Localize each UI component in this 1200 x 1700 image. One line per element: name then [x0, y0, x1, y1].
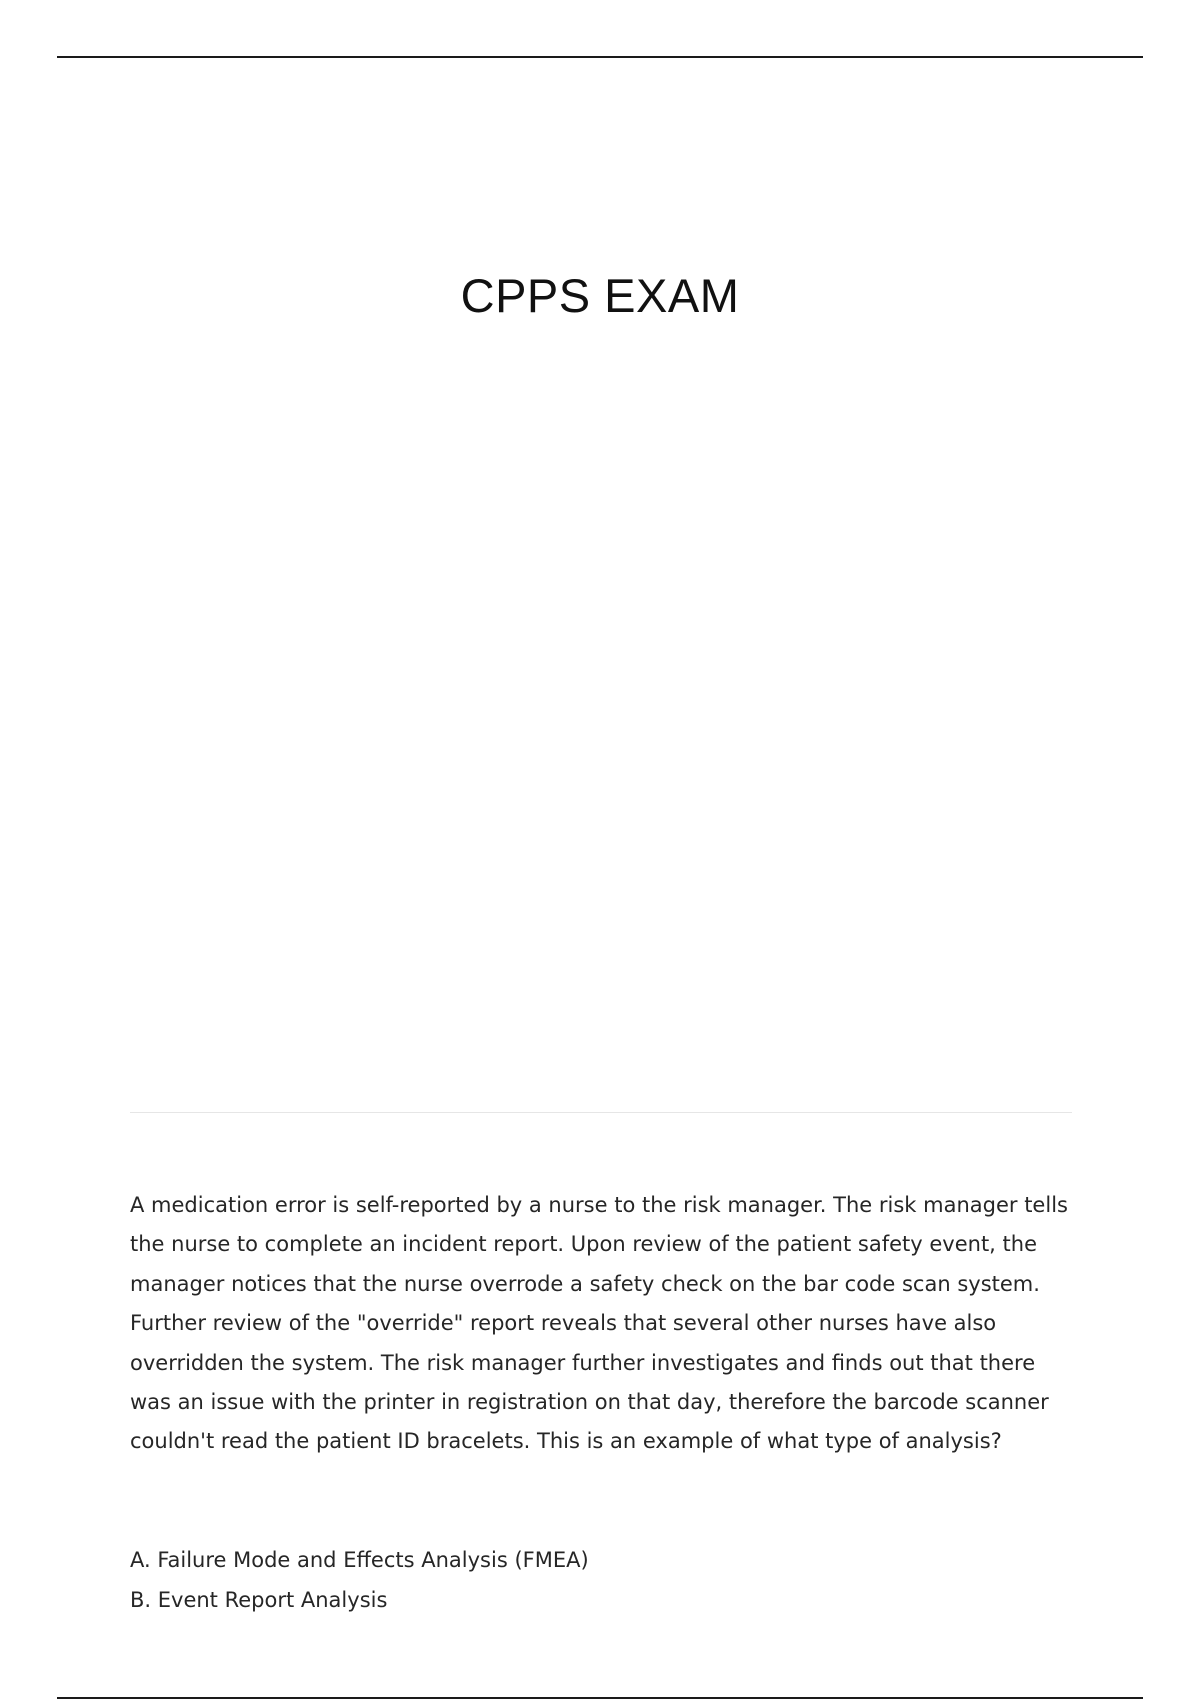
question-text: A medication error is self-reported by a nurse to the risk manager. The risk manager tells the nurse to complete an incident report. Upon review of the patient safety event, the manager notices that the nurse overrode a safety check on the bar code scan system. Further review of the "override" report reveals that several other nurses have also overridden the system. The risk manager further investigates and finds out that there was an issue with the printer in registration on that day, therefore the barcode scanner couldn't read the patient ID bracelets. This is an example of what type of analysis? — [130, 1193, 1068, 1454]
bottom-rule — [57, 1697, 1143, 1699]
top-rule — [57, 56, 1143, 58]
option-a: A. Failure Mode and Effects Analysis (FMEA) — [130, 1548, 589, 1572]
option-b: B. Event Report Analysis — [130, 1588, 388, 1612]
answer-options — [130, 1540, 1075, 1620]
section-divider — [130, 1112, 1072, 1113]
document-title: CPPS EXAM — [460, 269, 740, 322]
